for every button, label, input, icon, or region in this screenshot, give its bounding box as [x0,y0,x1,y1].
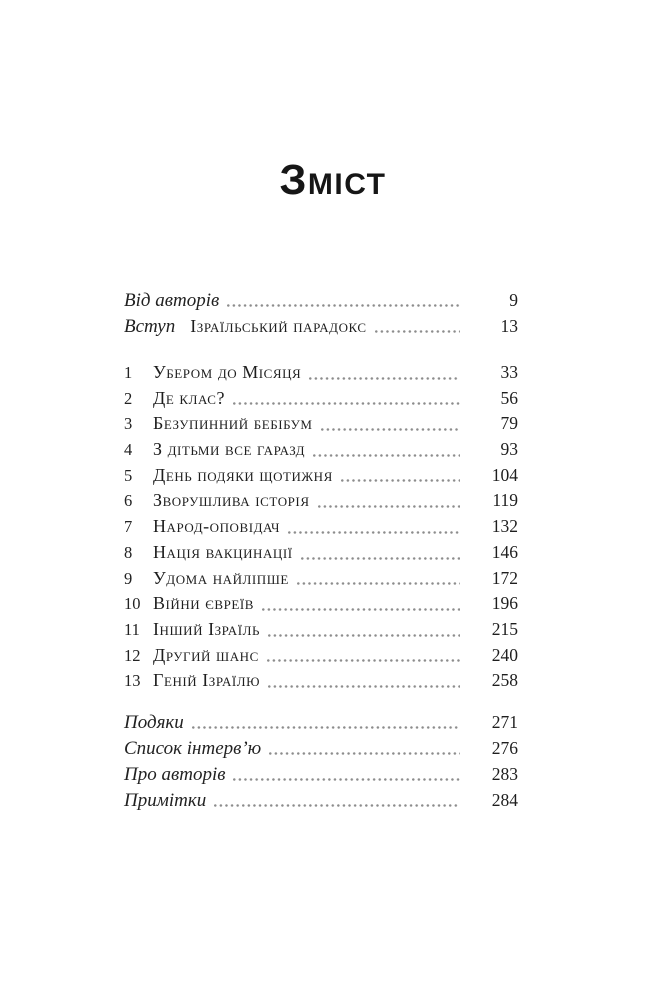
chapter-number: 5 [124,465,133,485]
dot-leader [341,479,460,482]
page-number: 132 [491,516,518,537]
toc-row [124,514,518,540]
dot-leader [309,377,460,380]
toc-row [124,313,518,339]
dot-leader [227,304,460,307]
chapter-title: Інший Ізраїль [153,618,260,639]
dot-leader [214,804,460,807]
toc-row [124,761,518,787]
dot-leader [301,557,460,560]
chapter-number: 4 [124,440,133,460]
toc-row [124,386,518,412]
dot-leader [269,752,460,755]
chapter-title: Убером до Місяця [153,362,302,382]
chapter-number: 3 [124,414,133,434]
entry-label: Вступ [124,316,176,337]
chapter-number: 11 [124,619,140,639]
chapter-number: 9 [124,568,133,588]
page-number: 56 [500,387,518,408]
chapter-title: Війни євреїв [153,593,255,614]
toc-back-matter [124,709,518,813]
chapter-number: 6 [124,491,133,511]
dot-leader [288,531,460,534]
page-number: 33 [500,362,518,382]
chapter-number: 1 [124,363,133,382]
chapter-title: Народ-оповідач [153,516,280,537]
chapter-title: Де клас? [153,387,226,408]
chapter-number: 10 [124,594,141,614]
dot-leader [375,330,460,333]
page-number: 271 [491,711,518,732]
dot-leader [192,726,460,729]
page-number: 146 [491,541,518,562]
dot-leader [268,634,460,637]
entry-label: Примітки [124,789,207,811]
dot-leader [313,454,460,457]
chapter-title: Безупинний бебібум [153,413,313,434]
chapter-number: 13 [124,671,141,691]
entry-label: Список інтерв’ю [124,737,262,759]
dot-leader [268,685,460,688]
dot-leader [267,659,460,662]
toc-row [124,668,518,694]
chapter-number: 2 [124,388,133,408]
toc-row [124,709,518,735]
toc-row [124,566,518,592]
page-number: 172 [491,567,518,588]
toc-row [124,735,518,761]
page-number: 104 [491,464,518,485]
page-number: 240 [491,644,518,665]
chapter-title: День подяки щотижня [153,464,333,485]
table-of-contents [124,287,518,813]
chapter-title: Другий шанс [153,644,259,665]
page-number: 13 [500,316,518,336]
toc-row [124,787,518,813]
page-number: 9 [509,290,518,310]
chapter-title: Зворушлива історія [153,490,310,511]
page-number: 93 [500,439,518,460]
entry-label: Подяки [124,711,184,733]
dot-leader [321,428,460,431]
page-number: 215 [491,618,518,639]
chapter-title: З дітьми все гаразд [153,439,305,460]
chapter-title: Геній Ізраїлю [153,670,261,691]
page-number: 258 [491,670,518,691]
page-number: 196 [491,593,518,614]
dot-leader [297,582,460,585]
entry-label: Від авторів [124,290,220,311]
toc-row [124,360,518,386]
chapter-title: Удома найліпше [153,567,289,588]
page-number: 119 [492,490,518,511]
entry-title: Ізраїльський парадокс [190,316,367,336]
dot-leader [262,608,460,611]
toc-row [124,617,518,643]
page-number: 283 [491,763,518,784]
page-number: 276 [491,737,518,758]
chapter-title: Нація вакцинації [153,541,293,562]
dot-leader [233,778,460,781]
dot-leader [233,402,460,405]
toc-row [124,463,518,489]
chapter-number: 7 [124,517,133,537]
page-title: Зміст [279,155,387,204]
toc-row [124,437,518,463]
page-number: 79 [500,413,518,434]
toc-row [124,591,518,617]
entry-label: Про авторів [124,763,226,785]
page-number: 284 [491,789,518,810]
toc-row [124,488,518,514]
toc-front-matter [124,287,518,339]
toc-row [124,643,518,669]
toc-row [124,540,518,566]
toc-row [124,287,518,313]
toc-row [124,411,518,437]
toc-chapters [124,360,518,694]
dot-leader [318,505,460,508]
chapter-number: 12 [124,645,141,665]
chapter-number: 8 [124,542,133,562]
